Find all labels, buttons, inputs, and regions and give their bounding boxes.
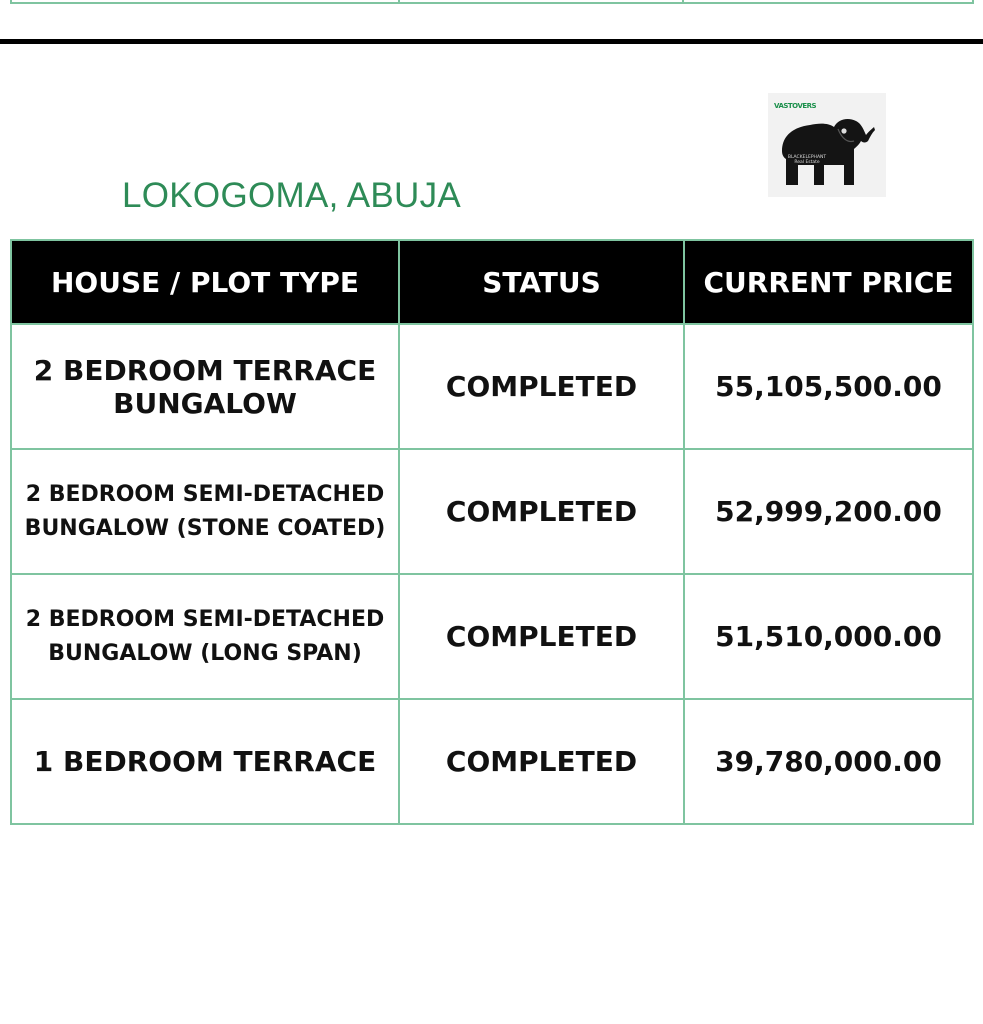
table-header-row (11, 240, 973, 324)
status-cell: COMPLETED (399, 449, 684, 574)
house-type-cell: 1 BEDROOM TERRACE (11, 699, 399, 824)
table-row (11, 449, 973, 574)
house-type-cell: 2 BEDROOM SEMI-DETACHED BUNGALOW (STONE COATED) (11, 449, 399, 574)
column-header-status: STATUS (399, 240, 684, 324)
company-logo (768, 93, 886, 197)
price-cell: 51,510,000.00 (684, 574, 973, 699)
table-row (11, 324, 973, 449)
status-cell: COMPLETED (399, 324, 684, 449)
price-cell: 55,105,500.00 (684, 324, 973, 449)
price-cell: 39,780,000.00 (684, 699, 973, 824)
logo-caption: BLACKELEPHANT Real Estate (787, 155, 827, 165)
logo-brand-text: VASTOVERS (774, 102, 817, 110)
price-table (10, 239, 974, 825)
column-header-price: CURRENT PRICE (684, 240, 973, 324)
house-type-cell: 2 BEDROOM SEMI-DETACHED BUNGALOW (LONG SPAN) (11, 574, 399, 699)
elephant-icon (768, 93, 886, 197)
table-row (11, 699, 973, 824)
section-divider (0, 39, 983, 44)
house-type-cell: 2 BEDROOM TERRACE BUNGALOW (11, 324, 399, 449)
status-cell: COMPLETED (399, 699, 684, 824)
status-cell: COMPLETED (399, 574, 684, 699)
column-header-type: HOUSE / PLOT TYPE (11, 240, 399, 324)
table-row (11, 574, 973, 699)
price-cell: 52,999,200.00 (684, 449, 973, 574)
location-heading: LOKOGOMA, ABUJA (122, 176, 462, 215)
previous-table-bottom-edge (10, 0, 974, 4)
